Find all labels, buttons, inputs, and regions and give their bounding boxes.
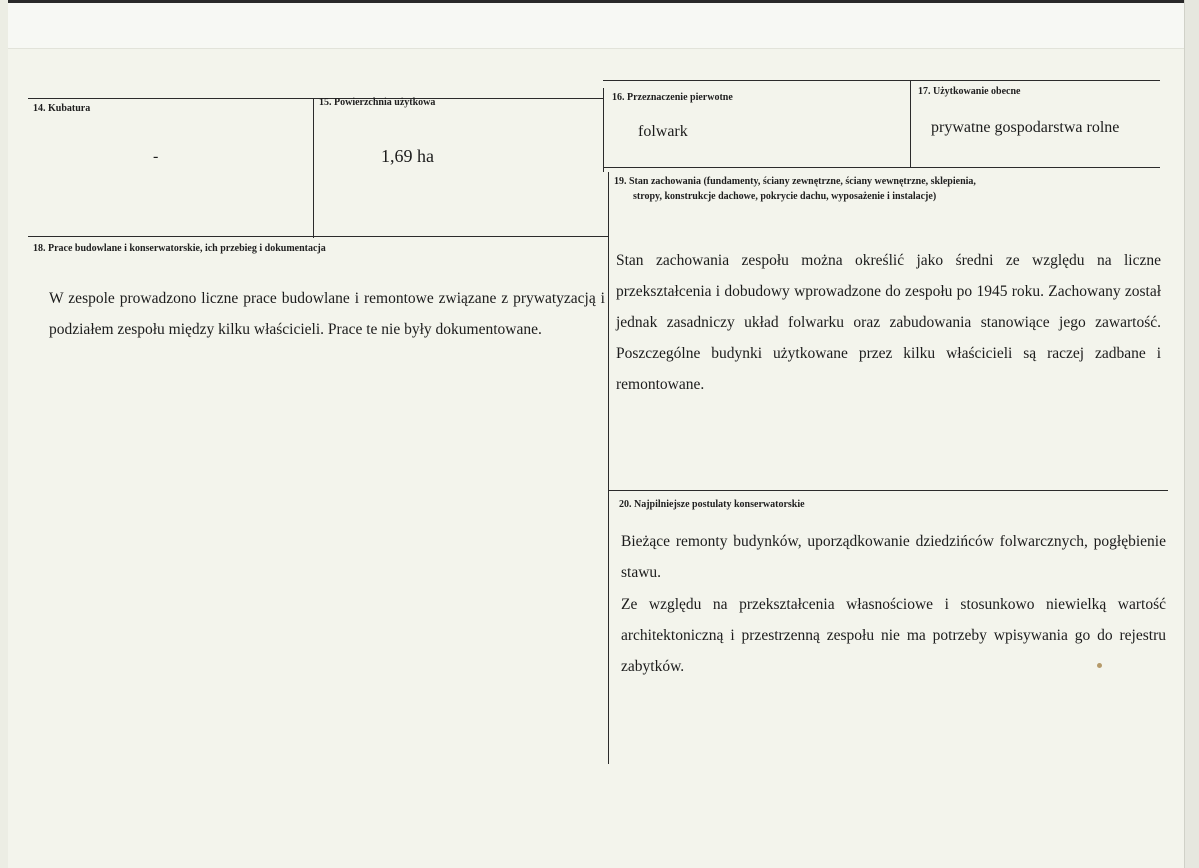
rule-col-16-17 bbox=[910, 80, 911, 167]
rule-row-19-20 bbox=[608, 490, 1168, 491]
kubatura-label: 14. Kubatura bbox=[33, 103, 91, 114]
prace-text: W zespole prowadzono liczne prace budowlane i remontowe związane z prywatyzacją i podziałem zespołu między kilku właścicieli. Prace te nie były dokumentowane. bbox=[49, 290, 605, 338]
postulaty-label: 20. Najpilniejsze postulaty konserwatorskie bbox=[619, 499, 805, 510]
stan-label-line1: 19. Stan zachowania (fundamenty, ściany zewnętrzne, ściany wewnętrzne, sklepienia, bbox=[614, 176, 976, 187]
rule-row-14-18 bbox=[28, 236, 608, 237]
rule-top-right bbox=[603, 80, 1160, 81]
powierzchnia-label: 15. Powierzchnia użytkowa bbox=[319, 97, 436, 108]
postulaty-text-1: Bieżące remonty budynków, uporządkowanie dziedzińców folwarcznych, pogłębienie stawu. bbox=[621, 533, 1166, 581]
prace-label: 18. Prace budowlane i konserwatorskie, ich przebieg i dokumentacja bbox=[33, 243, 326, 254]
rule-col-18-19 bbox=[608, 172, 609, 764]
przeznaczenie-label: 16. Przeznaczenie pierwotne bbox=[612, 92, 733, 103]
scan-left-margin bbox=[0, 0, 8, 868]
scan-speck bbox=[1097, 663, 1102, 668]
scan-top-margin bbox=[0, 0, 1199, 49]
stan-text: Stan zachowania zespołu można określić jako średni ze względu na liczne przekształcenia i dobudowy wprowadzone do zespołu po 1945 roku. Zachowany został jednak zasadniczy układ folwarku oraz zabudowania stanowiące jego zawartość. Poszczególne budynki użytkowane przez kilku właścicieli są raczej zadbane i remontowane. bbox=[616, 252, 1161, 393]
scan-right-margin bbox=[1184, 0, 1199, 868]
rule-row-16-19 bbox=[603, 167, 1160, 168]
postulaty-text-2: Ze względu na przekształcenia własnościowe i stosunkowo niewielką wartość architektoniczną i przestrzenną zespołu nie ma potrzeby wpisywania go do rejestru zabytków. bbox=[621, 596, 1166, 675]
rule-top-left bbox=[28, 98, 603, 99]
powierzchnia-value: 1,69 ha bbox=[381, 146, 434, 166]
kubatura-value: - bbox=[153, 148, 159, 165]
rule-col-15-16 bbox=[603, 88, 604, 172]
stan-label-line2: stropy, konstrukcje dachowe, pokrycie dachu, wyposażenie i instalacje) bbox=[633, 191, 937, 202]
uzytkowanie-value: prywatne gospodarstwa rolne bbox=[931, 119, 1120, 136]
rule-col-14-15 bbox=[313, 98, 314, 238]
uzytkowanie-label: 17. Użytkowanie obecne bbox=[918, 86, 1021, 97]
przeznaczenie-value: folwark bbox=[638, 123, 688, 140]
